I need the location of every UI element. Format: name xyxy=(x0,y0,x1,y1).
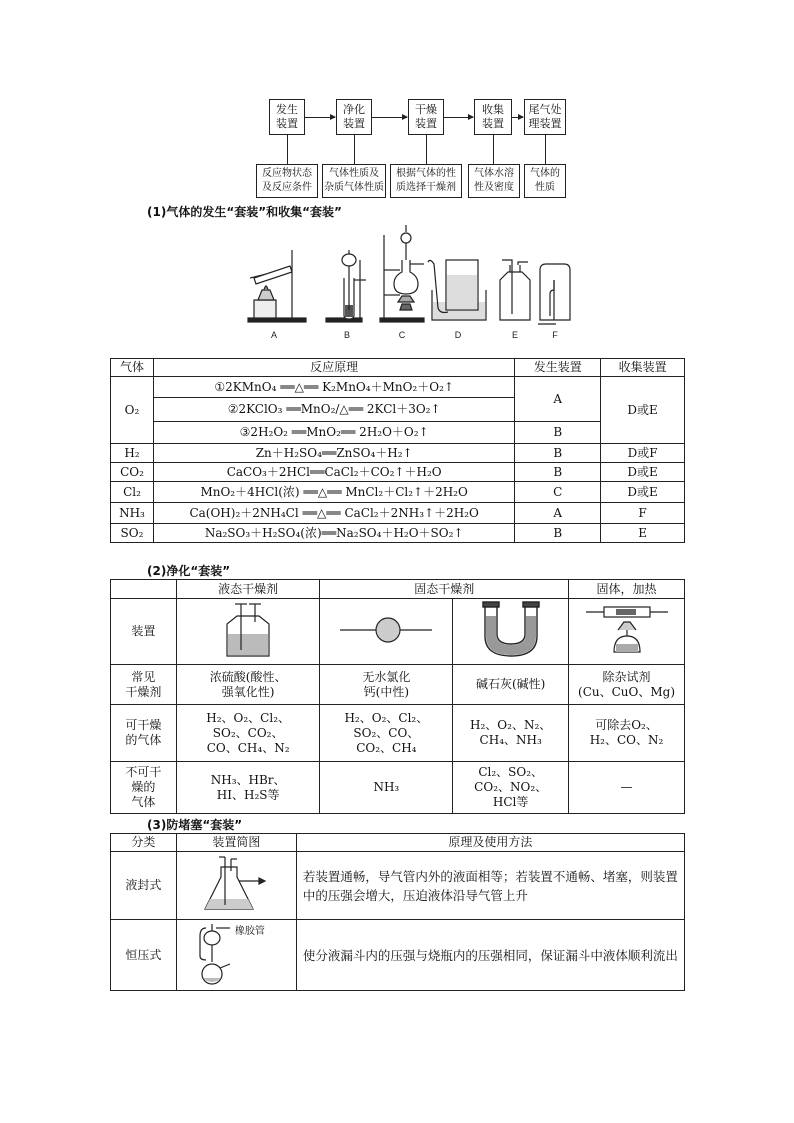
generator-so2: B xyxy=(515,524,601,543)
dryable-heating: 可除去O₂、 H₂、CO、N₂ xyxy=(569,705,685,762)
generator-o2-b: B xyxy=(515,422,601,444)
apparatus-drying-tube-cell xyxy=(320,599,453,665)
flow-connector xyxy=(545,135,546,164)
header-solid-heating: 固体，加热 xyxy=(569,580,685,599)
generator-o2-a: A xyxy=(515,377,601,422)
gas-co2: CO₂ xyxy=(111,463,154,482)
section2-title: (2)净化“套装” xyxy=(147,564,231,578)
apparatus-label-f: F xyxy=(552,330,558,340)
desiccant-cacl2: 无水氯化 钙(中性) xyxy=(320,665,453,705)
apparatus-heated-tube-cell xyxy=(569,599,685,665)
header-solid-desiccant: 固态干燥剂 xyxy=(320,580,569,599)
generator-h2: B xyxy=(515,444,601,463)
reaction-o2-1: ①2KMnO₄ ══△══ K₂MnO₄＋MnO₂＋O₂↑ xyxy=(153,377,514,398)
flow-note-gas-nature: 气体的 性质 xyxy=(524,164,566,198)
row-label-desiccant: 常见 干燥剂 xyxy=(111,665,177,705)
flow-box-drying: 干燥 装置 xyxy=(408,99,444,135)
collector-nh3: F xyxy=(601,503,685,524)
apparatus-wash-bottle-cell xyxy=(176,599,320,665)
header-gas: 气体 xyxy=(111,359,154,377)
corner-cell xyxy=(111,580,177,599)
reaction-o2-2: ②2KClO₃ ══MnO₂/△══ 2KCl＋3O₂↑ xyxy=(153,398,514,422)
wash-bottle-icon xyxy=(213,600,283,660)
gas-h2: H₂ xyxy=(111,444,154,463)
apparatus-label-b: B xyxy=(343,330,351,340)
principle-liquid-seal: 若装置通畅，导气管内外的液面相等；若装置不通畅、堵塞，则装置中的压强会增大，压迫液体沿导气管上升 xyxy=(296,852,684,920)
desiccant-impurity-reagent: 除杂试剂 (Cu、CuO、Mg) xyxy=(569,665,685,705)
gas-so2: SO₂ xyxy=(111,524,154,543)
flow-connector xyxy=(426,135,427,164)
flow-arrow xyxy=(372,117,407,118)
row-label-apparatus: 装置 xyxy=(111,599,177,665)
principle-constant-pressure: 使分液漏斗内的压强与烧瓶内的压强相同，保证漏斗中液体顺利流出 xyxy=(296,920,684,991)
diagram-liquid-seal-cell xyxy=(176,852,296,920)
section3-title: (3)防堵塞“套装” xyxy=(147,818,243,832)
collector-so2: E xyxy=(601,524,685,543)
apparatus-b-icon xyxy=(326,250,366,322)
type-liquid-seal: 液封式 xyxy=(111,852,177,920)
desiccant-conc-h2so4: 浓硫酸(酸性、 强氧化性) xyxy=(176,665,320,705)
desiccant-soda-lime: 碱石灰(碱性) xyxy=(453,665,569,705)
gas-o2: O₂ xyxy=(111,377,154,444)
flow-box-generation: 发生 装置 xyxy=(269,99,305,135)
row-label-not-dryable: 不可干 燥的 气体 xyxy=(111,762,177,814)
header-liquid-desiccant: 液态干燥剂 xyxy=(176,580,320,599)
apparatus-f-icon xyxy=(538,264,570,324)
section1-title: (1)气体的发生“套装”和收集“套装” xyxy=(147,205,342,219)
not-dryable-soda-lime: Cl₂、SO₂、 CO₂、NO₂、 HCl等 xyxy=(453,762,569,814)
collector-cl2: D或E xyxy=(601,482,685,503)
gas-generation-table xyxy=(110,358,685,543)
reaction-cl2: MnO₂＋4HCl(浓) ══△══ MnCl₂＋Cl₂↑＋2H₂O xyxy=(153,482,514,503)
flow-box-collection: 收集 装置 xyxy=(474,99,512,135)
dryable-h2so4: H₂、O₂、Cl₂、 SO₂、CO₂、 CO、CH₄、N₂ xyxy=(176,705,320,762)
reaction-so2: Na₂SO₃＋H₂SO₄(浓)══Na₂SO₄＋H₂O＋SO₂↑ xyxy=(153,524,514,543)
apparatus-label-d: D xyxy=(454,330,462,340)
apparatus-illustration xyxy=(240,220,580,345)
flow-note-reactant: 反应物状态 及反应条件 xyxy=(256,164,318,198)
flow-arrow xyxy=(305,117,335,118)
generator-co2: B xyxy=(515,463,601,482)
apparatus-u-tube-cell xyxy=(453,599,569,665)
collector-o2: D或E xyxy=(601,377,685,444)
gas-nh3: NH₃ xyxy=(111,503,154,524)
collector-h2: D或F xyxy=(601,444,685,463)
flow-arrow xyxy=(444,117,473,118)
dryable-soda-lime: H₂、O₂、N₂、 CH₄、NH₃ xyxy=(453,705,569,762)
reaction-nh3: Ca(OH)₂＋2NH₄Cl ══△══ CaCl₂＋2NH₃↑＋2H₂O xyxy=(153,503,514,524)
u-tube-icon xyxy=(471,600,551,660)
purification-table xyxy=(110,579,685,814)
apparatus-label-e: E xyxy=(511,330,519,340)
flow-note-solubility: 气体水溶 性及密度 xyxy=(468,164,520,198)
heated-tube-icon xyxy=(582,600,672,660)
flow-note-gas-property: 气体性质及 杂质气体性质 xyxy=(322,164,386,198)
flow-box-tail-gas: 尾气处 理装置 xyxy=(524,99,566,135)
type-constant-pressure: 恒压式 xyxy=(111,920,177,991)
liquid-seal-flask-icon xyxy=(191,853,281,915)
header-reaction: 反应原理 xyxy=(153,359,514,377)
row-label-dryable: 可干燥 的气体 xyxy=(111,705,177,762)
flow-connector xyxy=(493,135,494,164)
generator-nh3: A xyxy=(515,503,601,524)
generator-cl2: C xyxy=(515,482,601,503)
apparatus-e-icon xyxy=(500,260,530,320)
header-principle: 原理及使用方法 xyxy=(296,834,684,852)
flow-connector xyxy=(354,135,355,164)
header-generator: 发生装置 xyxy=(515,359,601,377)
apparatus-c-icon xyxy=(380,225,424,322)
dryable-cacl2: H₂、O₂、Cl₂、 SO₂、CO、 CO₂、CH₄ xyxy=(320,705,453,762)
header-collector: 收集装置 xyxy=(601,359,685,377)
header-diagram: 装置简图 xyxy=(176,834,296,852)
flow-note-desiccant: 根据气体的性 质选择干燥剂 xyxy=(390,164,462,198)
apparatus-d-icon xyxy=(428,260,486,320)
gas-cl2: Cl₂ xyxy=(111,482,154,503)
rubber-tube-annotation: 橡胶管 xyxy=(234,926,265,937)
diagram-constant-pressure-cell xyxy=(176,920,296,991)
reaction-h2: Zn＋H₂SO₄══ZnSO₄＋H₂↑ xyxy=(153,444,514,463)
not-dryable-heating: — xyxy=(569,762,685,814)
apparatus-label-c: C xyxy=(398,330,406,340)
flow-connector xyxy=(287,135,288,164)
collector-co2: D或E xyxy=(601,463,685,482)
header-type: 分类 xyxy=(111,834,177,852)
flow-box-purification: 净化 装置 xyxy=(336,99,372,135)
flow-arrow xyxy=(512,117,523,118)
anti-clog-table xyxy=(110,833,685,991)
drying-tube-icon xyxy=(336,615,436,645)
reaction-o2-3: ③2H₂O₂ ══MnO₂══ 2H₂O＋O₂↑ xyxy=(153,422,514,444)
not-dryable-h2so4: NH₃、HBr、 HI、H₂S等 xyxy=(176,762,320,814)
apparatus-label-a: A xyxy=(270,330,278,340)
apparatus-a-icon xyxy=(248,250,306,322)
reaction-co2: CaCO₃＋2HCl══CaCl₂＋CO₂↑＋H₂O xyxy=(153,463,514,482)
not-dryable-cacl2: NH₃ xyxy=(320,762,453,814)
